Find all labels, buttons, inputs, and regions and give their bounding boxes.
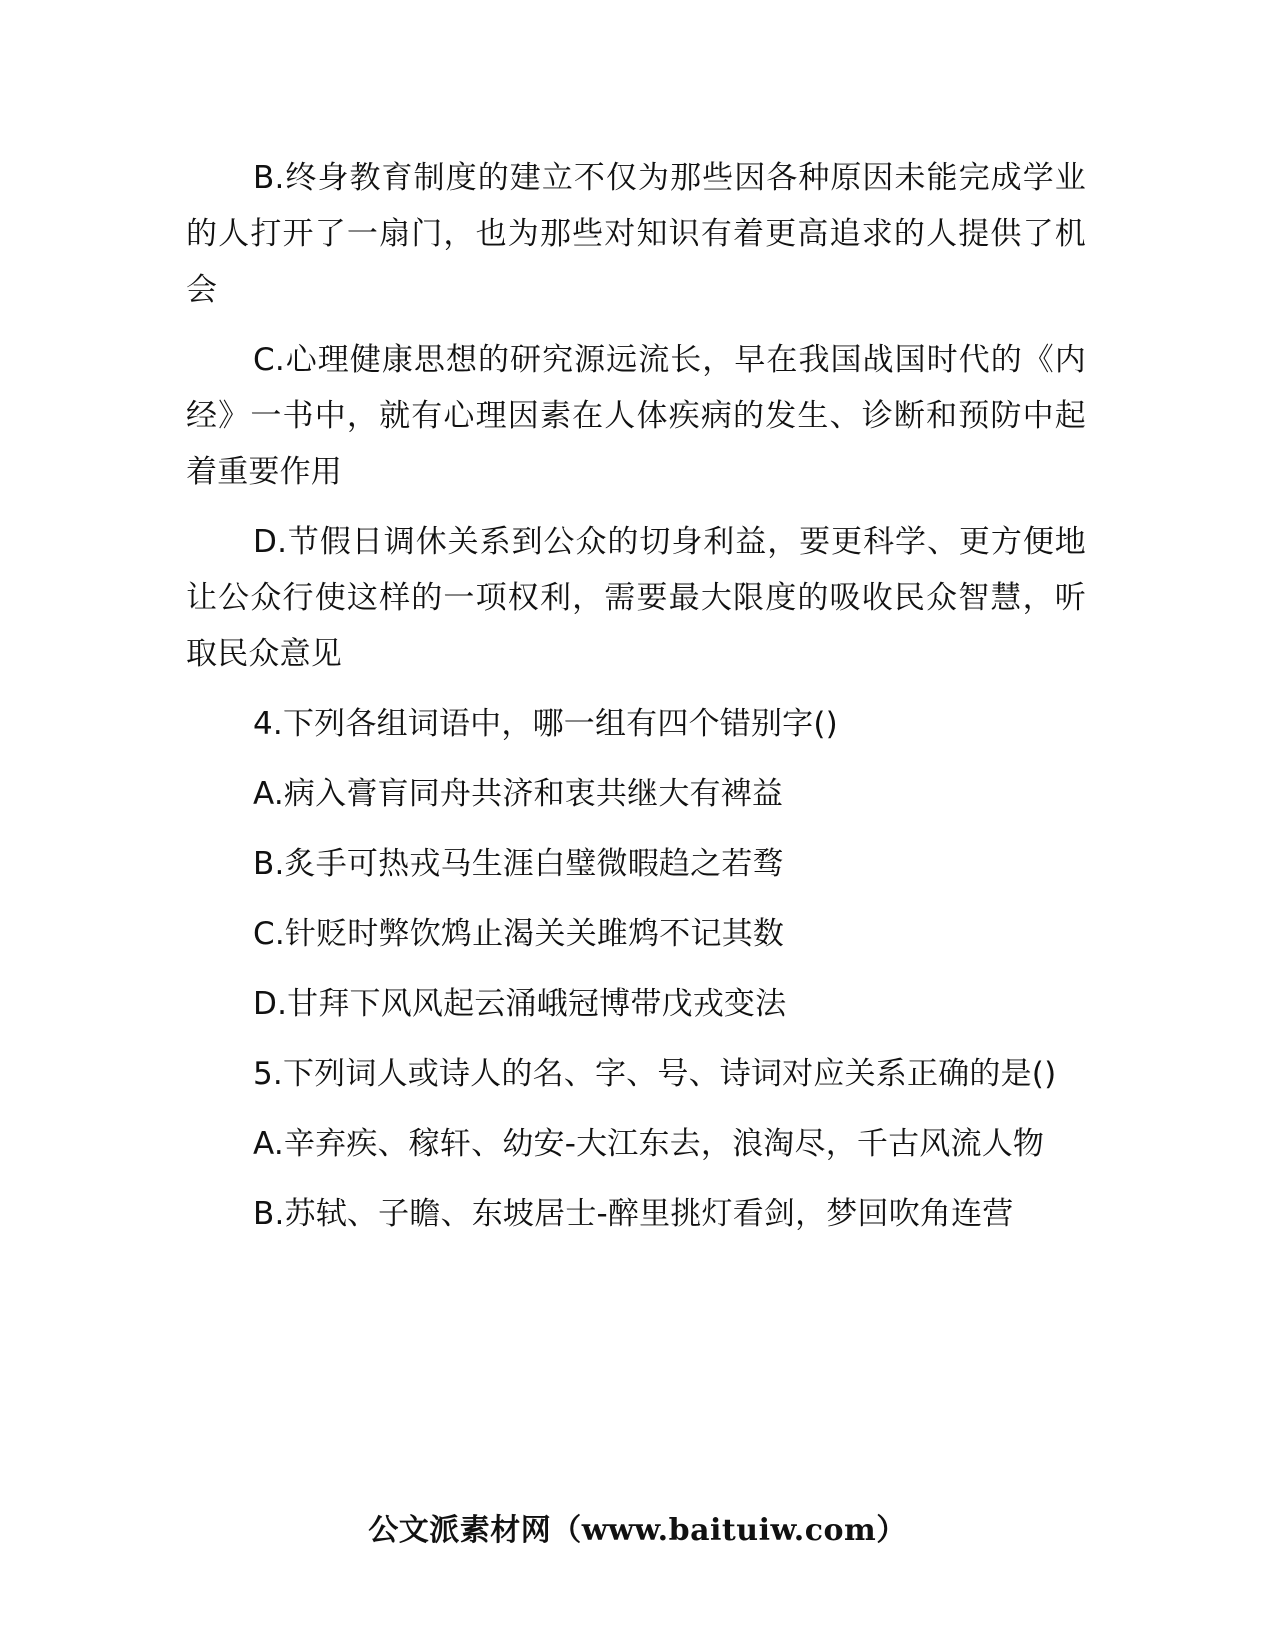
question-4-option-d: D.甘拜下风风起云涌峨冠博带戊戎变法 [253, 986, 787, 1022]
paragraph-option-d-holiday: D.节假日调休关系到公众的切身利益，要更科学、更方便地让公众行使这样的一项权利，需要最大限度的吸收民众智慧，听取民众意见 [186, 524, 1086, 672]
paragraph-option-c-mental-health: C.心理健康思想的研究源远流长，早在我国战国时代的《内经》一书中，就有心理因素在人体疾病的发生、诊断和预防中起着重要作用 [186, 342, 1086, 490]
question-5-option-a: A.辛弃疾、稼轩、幼安-大江东去，浪淘尽，千古风流人物 [253, 1126, 1045, 1162]
question-4-option-c: C.针贬时弊饮鸩止渴关关雎鸩不记其数 [253, 916, 785, 952]
question-4: 4.下列各组词语中，哪一组有四个错别字() [253, 706, 838, 742]
question-4-option-b: B.炙手可热戎马生涯白璧微暇趋之若骛 [253, 846, 784, 882]
page-footer: 公文派素材网（www.baituiw.com） [368, 1513, 907, 1548]
question-5: 5.下列词人或诗人的名、字、号、诗词对应关系正确的是() [253, 1056, 1057, 1092]
question-4-option-a: A.病入膏肓同舟共济和衷共继大有裨益 [253, 776, 784, 812]
paragraph-option-b-lifelong-education: B.终身教育制度的建立不仅为那些因各种原因未能完成学业的人打开了一扇门，也为那些对知识有着更高追求的人提供了机会 [186, 160, 1086, 308]
document-body [186, 150, 1086, 1256]
question-5-option-b: B.苏轼、子瞻、东坡居士-醉里挑灯看剑，梦回吹角连营 [253, 1196, 1014, 1232]
